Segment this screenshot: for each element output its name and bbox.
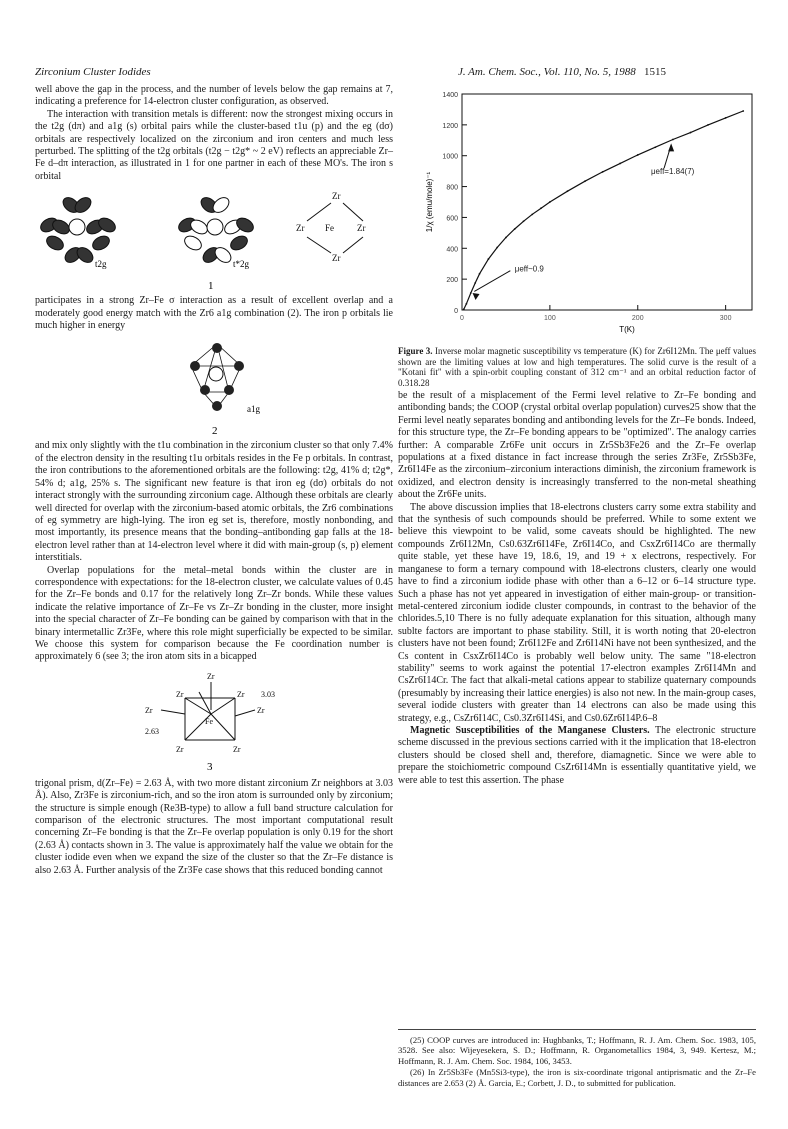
structure-1 bbox=[35, 187, 393, 291]
y-tick-label: 1000 bbox=[442, 153, 458, 161]
data-point bbox=[619, 163, 621, 165]
reference-26: (26) In Zr5Sb3Fe (Mn5Si3-type), the iron is six-coordinate trigonal antiprismatic and the Zr–Fe distances are 2.653 (2) Å. Garcia, E.; Corbett, J. D., to submitted for publication. bbox=[398, 1067, 756, 1088]
data-point bbox=[602, 171, 604, 173]
paragraph-text: The electronic structure scheme discussed in the previous sections carried with it the implication that 18-electron clusters should be closed shell and, therefore, diamagnetic. Since we were able to prepare the stoichiometric compound CsZr6I14Mn is essentially quantitative yield, we were able to test this assertion. The phase bbox=[398, 724, 756, 786]
structure-3 bbox=[35, 668, 393, 774]
structure-2 bbox=[35, 336, 393, 436]
right-column bbox=[398, 390, 756, 787]
data-point bbox=[523, 220, 525, 222]
data-point bbox=[514, 228, 516, 230]
zr-atom: Zr bbox=[296, 223, 305, 234]
y-tick-label: 1200 bbox=[442, 122, 458, 130]
zr-atom: Zr bbox=[257, 705, 265, 715]
zr-atom: Zr bbox=[176, 744, 184, 754]
page-number: 1515 bbox=[643, 66, 666, 78]
caption-text: Inverse molar magnetic susceptibility vs temperature (K) for Zr6I12Mn. The μeff values shown are the limiting values at low and high temperatures. The solid curve is the result of a "Kotani fit" with a spin-orbit coupling constant of 312 cm⁻¹ and an orbital reduction factor of 0.318.28 bbox=[398, 346, 756, 388]
zr-atom: Zr bbox=[237, 689, 245, 699]
caption-label: Figure 3. bbox=[398, 346, 433, 356]
zr-atom: Zr bbox=[145, 705, 153, 715]
paragraph: trigonal prism, d(Zr–Fe) = 2.63 Å, with two more distant zirconium Zr neighbors at 3.03 Å). Also, Zr3Fe is zirconium-rich, and so the iron atom is surrounded only by zirconium; the structure is simple enough (Re3B-type) to allow a full band structure calculation for comparison of the electronic structures. The most important computational result concerning Zr–Fe bonding is that the Zr–Fe overlap population is only 0.19 for the short (2.63 Å) contacts shown in 3. The value is approximately half the value we obtain for the cluster iodide even when we expand the size of the cluster so that the Zr–Fe distance is also 2.63 Å. Further analysis of the Zr3Fe case shows that this reduced bonding cannot bbox=[35, 777, 393, 876]
journal-name: J. Am. Chem. Soc., Vol. 110, No. 5, 1988 bbox=[458, 66, 636, 78]
reference-25: (25) COOP curves are introduced in: Hughbanks, T.; Hoffmann, R. J. Am. Chem. Soc. 1983, 105, 3528. See also: Wijeyesekera, S. D.; Hoffmann, R. Organometallics 1984, 3, 949. Kertesz, M.; Hoffmann, R. J. Am. Chem. Soc. 1984, 106, 3453. bbox=[398, 1035, 756, 1066]
left-column bbox=[35, 84, 393, 877]
data-point bbox=[672, 139, 674, 141]
data-point bbox=[470, 292, 472, 294]
annotation-low-t: μeff~0.9 bbox=[514, 264, 544, 274]
section-heading: Magnetic Susceptibilities of the Manganese Clusters. bbox=[410, 724, 650, 736]
data-point bbox=[584, 180, 586, 182]
data-point bbox=[567, 190, 569, 192]
data-point bbox=[465, 303, 467, 305]
y-tick-label: 200 bbox=[446, 277, 458, 285]
data-point bbox=[742, 110, 744, 112]
zr-atom: Zr bbox=[357, 223, 366, 234]
data-point bbox=[479, 273, 481, 275]
zr-atom: Zr bbox=[332, 253, 341, 264]
paragraph: be the result of a misplacement of the Fermi level relative to Zr–Fe bonding and antibonding bands; the COOP (crystal orbital overlap population) curves25 show that the Fermi level neatly separates bonding and antibonding levels for the Zr–Fe bonds. Indeed, for this structure type, the Zr–Fe bonding appears to be "optimized". The analogy carries further: A comparable Zr6Fe unit occurs in Zr5Sb3Fe26 and the Zr–Fe overlap populations at a fixed distance in fact increase through the series Zr3Fe, Zr5Sb3Fe, Zr6I14Fe as the zirconium–zirconium interactions diminish, the zirconium framework is oxidized, and electron density is increasingly transferred to the non-metal sheathing about the Zr6Fe units. bbox=[398, 390, 756, 501]
data-point bbox=[474, 282, 476, 284]
data-point bbox=[637, 154, 639, 156]
fe-atom: Fe bbox=[325, 223, 334, 234]
orbital-diagram-1 bbox=[35, 187, 393, 291]
t2g-star-label: t*2g bbox=[233, 259, 250, 270]
t2g-label: t2g bbox=[95, 259, 107, 270]
paragraph: Overlap populations for the metal–metal bonds within the cluster are in correspondence with expectations: for the 18-electron cluster, we calculate values of 0.45 for the Zr–Fe bonds and 0.17 for the relatively long Zr–Zr bonds. While these values indicate the relative importance of Zr–Fe vs Zr–Zr bonding in the cluster, more insight into the special character of Zr–Fe bonding can be gained by comparison with that in the binary intermetallic Zr3Fe, where this role might superficially be expected to be similar. We choose this system for comparison because the Fe coordination number is approximately 6 (see 3; the iron atom sits in a bicapped bbox=[35, 564, 393, 663]
structure-number: 1 bbox=[208, 280, 214, 292]
data-point bbox=[540, 207, 542, 209]
susceptibility-plot bbox=[420, 88, 760, 338]
x-tick-label: 100 bbox=[544, 315, 556, 322]
arrowhead bbox=[668, 143, 674, 151]
data-point bbox=[654, 146, 656, 148]
journal-citation bbox=[458, 66, 666, 78]
zr3fe-coordination-diagram bbox=[35, 668, 393, 774]
zr-atom: Zr bbox=[233, 744, 241, 754]
y-tick-label: 800 bbox=[446, 184, 458, 192]
data-point bbox=[707, 124, 709, 126]
plot-frame bbox=[462, 94, 752, 310]
y-axis-label: 1/χ (emu/mole)⁻¹ bbox=[425, 171, 434, 233]
structure-number: 2 bbox=[212, 425, 218, 437]
y-tick-label: 1400 bbox=[442, 92, 458, 99]
paragraph: well above the gap in the process, and the number of levels below the gap remains at 7, indicating a preference for 14-electron cluster configuration, as observed. bbox=[35, 84, 393, 108]
arrowhead bbox=[473, 293, 480, 300]
paragraph bbox=[398, 725, 756, 787]
x-tick-label: 0 bbox=[460, 315, 464, 322]
zr-atom: Zr bbox=[176, 689, 184, 699]
y-tick-label: 0 bbox=[454, 308, 458, 315]
data-point bbox=[549, 201, 551, 203]
structure-number: 3 bbox=[207, 760, 213, 773]
y-tick-label: 600 bbox=[446, 215, 458, 223]
a1g-label: a1g bbox=[247, 404, 260, 415]
distance-label: 3.03 bbox=[261, 689, 275, 699]
x-tick-label: 200 bbox=[631, 315, 644, 322]
zr-atom: Zr bbox=[207, 671, 215, 681]
y-tick-label: 400 bbox=[446, 246, 458, 254]
data-point bbox=[725, 117, 727, 119]
paragraph: and mix only slightly with the t1u combination in the zirconium cluster so that only 7.4% of the electron density in the resulting t1u orbitals resides in the Fe p orbitals. In contrast, the iron contributions to the aforementioned orbitals are the following: t2g, 41% d; t2g*, 54% d; a1g, 25% s. The significant new feature is that iron eg (dσ) orbitals do not interact strongly with the surrounding zirconium cage. Although these orbitals are clearly well directed for overlap with the zirconium-based atomic orbitals, the Zr6 combinations of eg symmetry are high-lying. The iron eg set is, therefore, mostly nonbonding, and most importantly, its presence means that the bonding–antibonding gap falls at the 18-electron level rather than at 14-electron level where it did with main-group (s, p) element interstitials. bbox=[35, 440, 393, 564]
running-title: Zirconium Cluster Iodides bbox=[35, 66, 151, 78]
data-point bbox=[505, 237, 507, 239]
references bbox=[398, 1029, 756, 1089]
data-point bbox=[463, 308, 465, 310]
figure-caption bbox=[398, 346, 756, 388]
zr-atom: Zr bbox=[332, 191, 341, 202]
x-tick-label: 300 bbox=[719, 315, 732, 322]
paragraph: participates in a strong Zr–Fe σ interaction as a result of excellent overlap and a moderately good energy match with the Zr6 a1g combination (2). The iron p orbitals lie much higher in energy bbox=[35, 295, 393, 332]
data-point bbox=[531, 213, 533, 215]
figure-3-chart bbox=[420, 88, 760, 338]
data-point bbox=[496, 247, 498, 249]
x-axis-label: T(K) bbox=[619, 325, 635, 334]
fit-curve bbox=[464, 111, 743, 309]
orbital-diagram-2 bbox=[35, 336, 393, 436]
distance-label: 2.63 bbox=[145, 726, 159, 736]
data-point bbox=[487, 258, 489, 260]
data-point bbox=[690, 132, 692, 134]
fe-atom: Fe bbox=[205, 716, 213, 726]
paragraph: The above discussion implies that 18-electrons clusters carry some extra stability and that the synthesis of such compounds should be preferred. While to some extent we believe this viewpoint to be valid, some caveats should be highlighted. The new compounds Zr6I12Mn, Cs0.63Zr6I14Fe, Zr6I14Co, and CsxZr6I14Co are thermally quite stable, yet these have 19, 18.6, 19, and 19 + x electrons, respectively. For manganese to form a ternary compound with 18-electrons clusters, clearly one would have to find a zirconium iodide phase with other than a 6–12 or 6–14 structure type. Such a phase has not yet appeared in investigation of either main-group- or transition-metal-centered zirconium iodide cluster compounds, in contrast to the behavior of the chlorides.5,10 There is no fully adequate explanation for this situation, although many sublte factors are important to phase stability. Still, it is worth noting that 20-electron clusters have not been found; Zr6I12Fe and Zr6I14Ni have not been synthesized, and the Cs content in CsxZr6I14Co is probably well below unity. The same "18-electron stability" seems to work against the potential 17-electron examples Zr6I14Mn and CsZr6I14Cr. The fact that alkali-metal cations appear to stabilize quaternary compounds (presumably by increasing their lattice energies) is also not new. In the main-group cases, several iodide clusters with greater than 14 electrons can also be made using this strategy, e.g., CsZr6I14C, Cs0.3Zr6I14Si, and Cs0.6Zr6I14P.6–8 bbox=[398, 501, 756, 724]
paragraph: The interaction with transition metals is different: now the strongest mixing occurs in the t2g (dπ) and a1g (s) orbital pairs while the cluster-based t1u (p) and the eg (dσ) orbitals are respectively localized on the zirconium and iron centers and much less perturbed. The splitting of the t2g orbitals (t2g − t2g* ~ 2 eV) reflects an appreciable Zr–Fe d–dπ interaction, as illustrated in 1 for one partner in each of these MO's. The iron s orbital bbox=[35, 108, 393, 182]
annotation-high-t: μeff=1.84(7) bbox=[650, 167, 695, 177]
